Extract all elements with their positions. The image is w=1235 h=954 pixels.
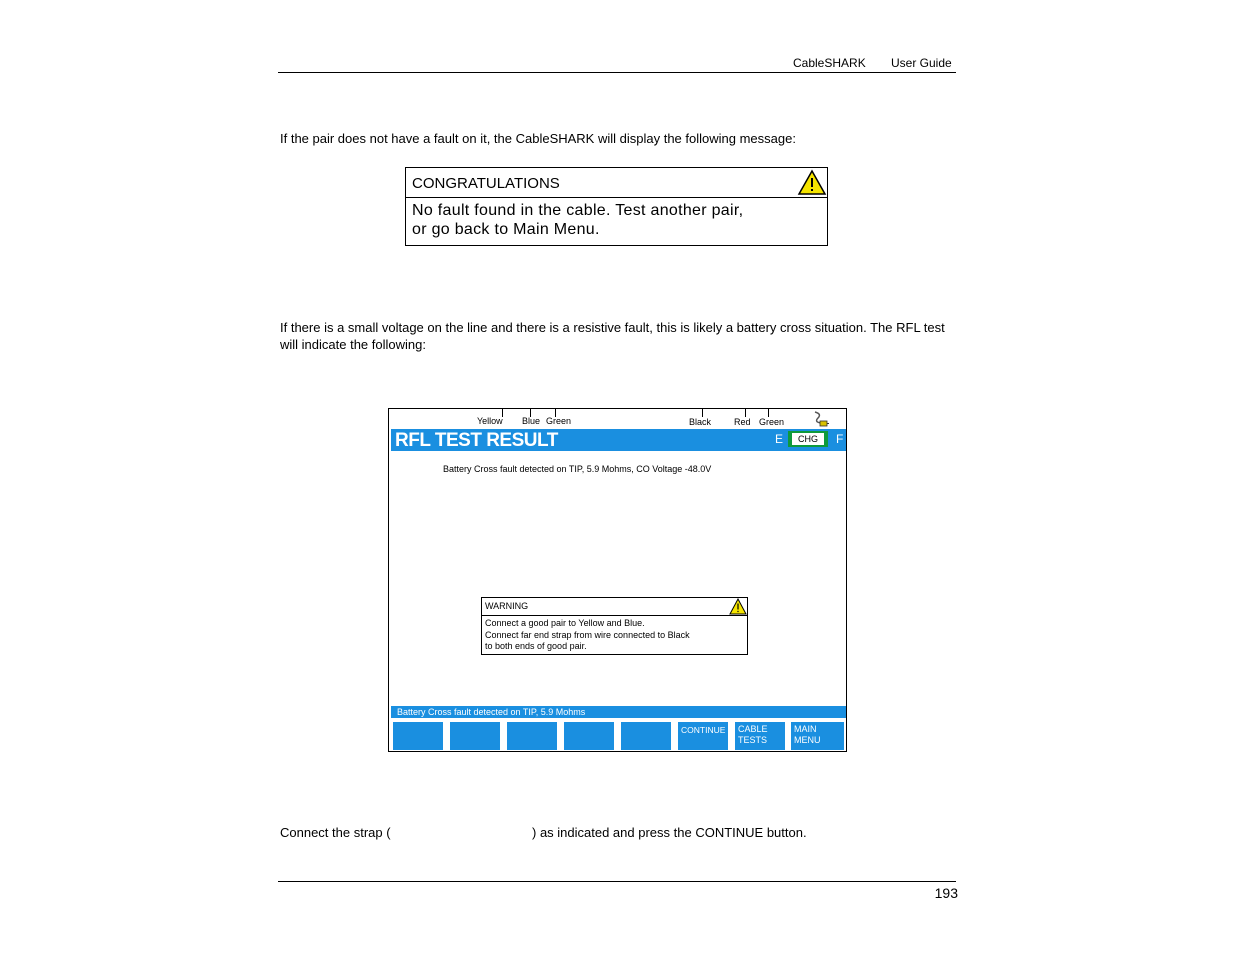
header-product: CableSHARK — [793, 56, 866, 70]
header-doc-title: User Guide — [891, 56, 952, 70]
function-key-3[interactable] — [507, 722, 557, 750]
function-key-1[interactable] — [393, 722, 443, 750]
warning-dialog — [481, 597, 748, 655]
congrats-line-1: No fault found in the cable. Test another pair, — [412, 202, 744, 219]
main-menu-button[interactable] — [791, 722, 844, 750]
main-menu-label-2: MENU — [794, 735, 821, 745]
congrats-line-2: or go back to Main Menu. — [412, 221, 600, 238]
page-number: 193 — [934, 885, 958, 901]
footer-rule — [278, 881, 956, 882]
function-key-2[interactable] — [450, 722, 500, 750]
function-key-5[interactable] — [621, 722, 671, 750]
warning-body — [485, 618, 690, 653]
wire-tick-black — [702, 409, 703, 417]
rfl-test-result-screen — [388, 408, 847, 752]
wire-tick-red — [745, 409, 746, 417]
wire-label-red: Red — [734, 417, 751, 427]
battery-full-label: F — [836, 432, 844, 446]
cable-tests-label-1: CABLE — [738, 724, 768, 734]
paragraph-battery-cross: If there is a small voltage on the line and there is a resistive fault, this is likely a battery cross situation. The RFL test will indicate the following: — [280, 320, 945, 352]
cable-connector-icon — [812, 410, 830, 428]
wire-label-green: Green — [546, 416, 572, 426]
battery-charge-indicator — [788, 431, 828, 447]
wire-label-green-2: Green — [759, 417, 785, 427]
congrats-title: CONGRATULATIONS — [412, 175, 560, 192]
fault-detected-text: Battery Cross fault detected on TIP, 5.9 Mohms, CO Voltage -48.0V — [443, 464, 712, 474]
screen-title: RFL TEST RESULT — [395, 430, 558, 451]
wire-label-yellow: Yellow — [477, 416, 503, 426]
wire-tick-green-2 — [768, 409, 769, 417]
warning-triangle-icon — [797, 169, 827, 196]
paragraph-strap-start: Connect the strap ( — [280, 825, 391, 840]
warning-line-3: to both ends of good pair. — [485, 641, 587, 651]
warning-divider — [482, 615, 747, 616]
header-rule — [278, 72, 956, 73]
battery-empty-label: E — [775, 432, 784, 446]
warning-triangle-icon — [729, 598, 747, 615]
status-bar — [391, 706, 846, 718]
title-bar — [391, 429, 846, 451]
function-key-4[interactable] — [564, 722, 614, 750]
main-menu-label-1: MAIN — [794, 724, 817, 734]
cable-tests-button[interactable] — [735, 722, 785, 750]
congratulations-message-box — [405, 167, 828, 246]
congrats-message — [412, 201, 743, 239]
cable-tests-label-2: TESTS — [738, 735, 768, 745]
status-text: Battery Cross fault detected on TIP, 5.9 Mohms — [397, 707, 586, 717]
continue-button[interactable]: CONTINUE — [678, 722, 728, 750]
warning-title: WARNING — [485, 601, 529, 611]
battery-charge-label: CHG — [792, 433, 824, 445]
wire-label-black: Black — [689, 417, 712, 427]
paragraph-no-fault: If the pair does not have a fault on it, the CableSHARK will display the following message: — [280, 131, 796, 146]
paragraph-strap-end: ) as indicated and press the CONTINUE button. — [532, 825, 807, 840]
warning-line-1: Connect a good pair to Yellow and Blue. — [485, 618, 645, 628]
wire-label-blue: Blue — [522, 416, 541, 426]
warning-line-2: Connect far end strap from wire connected to Black — [485, 629, 690, 640]
